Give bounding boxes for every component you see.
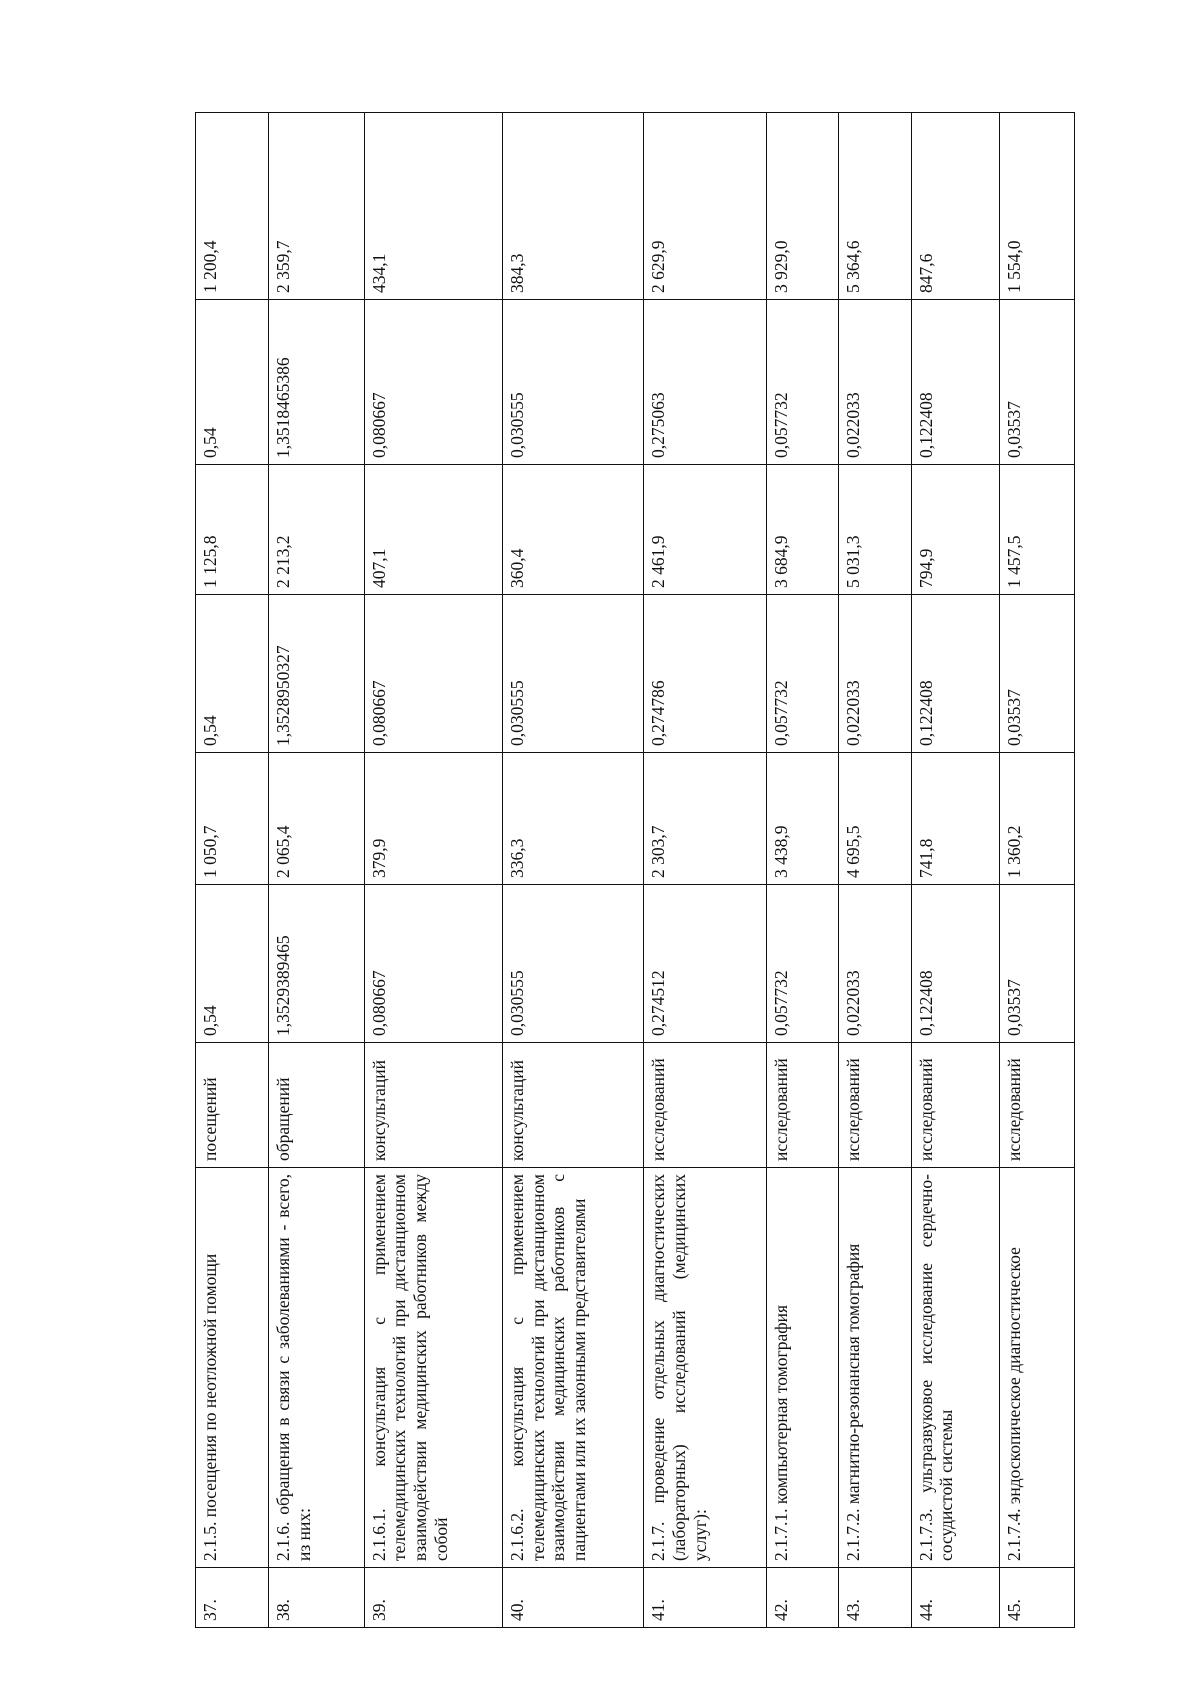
row-value-3: 0,274786 [644,595,767,753]
row-value-1: 1,3529389465 [269,885,364,1043]
row-description: 2.1.7. проведение отдельных диагностических (лабораторных) исследований (медицинских услуг): [644,1168,767,1568]
row-value-4: 5 031,3 [839,465,911,595]
row-unit: посещений [196,1043,269,1168]
row-value-2: 4 695,5 [839,753,911,885]
row-description: 2.1.7.3. ультразвуковое исследование сердечно-сосудистой системы [911,1168,1000,1568]
row-value-4: 407,1 [364,465,502,595]
row-description: 2.1.7.4. эндоскопическое диагностическое [1000,1168,1075,1568]
row-unit: исследований [644,1043,767,1168]
row-value-6: 847,6 [911,113,1000,300]
row-value-5: 0,03537 [1000,300,1075,465]
row-number: 41. [644,1568,767,1628]
row-description: 2.1.6. обращения в связи с заболеваниями - всего, из них: [269,1168,364,1568]
row-value-2: 2 065,4 [269,753,364,885]
row-value-1: 0,022033 [839,885,911,1043]
row-value-1: 0,122408 [911,885,1000,1043]
row-value-3: 0,03537 [1000,595,1075,753]
row-value-6: 384,3 [502,113,643,300]
row-description: 2.1.7.1. компьютерная томография [766,1168,838,1568]
table-row [644,113,767,1628]
row-value-3: 0,080667 [364,595,502,753]
row-number: 45. [1000,1568,1075,1628]
table-row [502,113,643,1628]
row-value-3: 0,030555 [502,595,643,753]
row-unit: консультаций [502,1043,643,1168]
row-value-5: 0,54 [196,300,269,465]
row-value-2: 1 050,7 [196,753,269,885]
row-value-2: 741,8 [911,753,1000,885]
table-row [1000,113,1075,1628]
row-value-5: 0,030555 [502,300,643,465]
row-number: 37. [196,1568,269,1628]
row-value-6: 434,1 [364,113,502,300]
row-value-3: 0,122408 [911,595,1000,753]
row-value-6: 1 554,0 [1000,113,1075,300]
row-value-5: 0,122408 [911,300,1000,465]
row-value-6: 2 629,9 [644,113,767,300]
row-value-6: 3 929,0 [766,113,838,300]
row-value-5: 1,3518465386 [269,300,364,465]
row-value-1: 0,080667 [364,885,502,1043]
row-number: 43. [839,1568,911,1628]
row-value-5: 0,057732 [766,300,838,465]
row-value-4: 1 457,5 [1000,465,1075,595]
row-value-6: 1 200,4 [196,113,269,300]
row-unit: исследований [766,1043,838,1168]
row-unit: исследований [839,1043,911,1168]
row-value-4: 360,4 [502,465,643,595]
row-number: 42. [766,1568,838,1628]
table-row [269,113,364,1628]
data-table [195,112,1075,1628]
row-value-3: 0,057732 [766,595,838,753]
row-value-4: 2 213,2 [269,465,364,595]
row-description: 2.1.7.2. магнитно-резонансная томография [839,1168,911,1568]
row-value-4: 2 461,9 [644,465,767,595]
table-row [839,113,911,1628]
row-value-2: 336,3 [502,753,643,885]
row-value-5: 0,275063 [644,300,767,465]
row-value-3: 0,54 [196,595,269,753]
row-value-2: 1 360,2 [1000,753,1075,885]
table-row [196,113,269,1628]
row-value-1: 0,030555 [502,885,643,1043]
row-value-1: 0,03537 [1000,885,1075,1043]
row-number: 40. [502,1568,643,1628]
row-value-4: 794,9 [911,465,1000,595]
row-value-6: 5 364,6 [839,113,911,300]
row-description: 2.1.6.1. консультация с применением телемедицинских технологий при дистанционном взаимодействии медицинских работников между собой [364,1168,502,1568]
table-row [364,113,502,1628]
rotated-page [195,113,1075,1628]
row-value-4: 1 125,8 [196,465,269,595]
row-value-2: 379,9 [364,753,502,885]
row-value-2: 2 303,7 [644,753,767,885]
row-value-6: 2 359,7 [269,113,364,300]
row-unit: консультаций [364,1043,502,1168]
row-description: 2.1.5. посещения по неотложной помощи [196,1168,269,1568]
row-number: 38. [269,1568,364,1628]
row-number: 44. [911,1568,1000,1628]
row-value-5: 0,022033 [839,300,911,465]
row-description: 2.1.6.2. консультация с применением телемедицинских технологий при дистанционном взаимодействии медицинских работников с пациентами или их законными представителями [502,1168,643,1568]
row-value-4: 3 684,9 [766,465,838,595]
table-row [911,113,1000,1628]
row-unit: исследований [1000,1043,1075,1168]
row-number: 39. [364,1568,502,1628]
row-value-3: 1,3528950327 [269,595,364,753]
row-value-1: 0,54 [196,885,269,1043]
row-unit: обращений [269,1043,364,1168]
row-value-2: 3 438,9 [766,753,838,885]
row-value-1: 0,057732 [766,885,838,1043]
row-unit: исследований [911,1043,1000,1168]
table-row [766,113,838,1628]
row-value-3: 0,022033 [839,595,911,753]
row-value-1: 0,274512 [644,885,767,1043]
row-value-5: 0,080667 [364,300,502,465]
